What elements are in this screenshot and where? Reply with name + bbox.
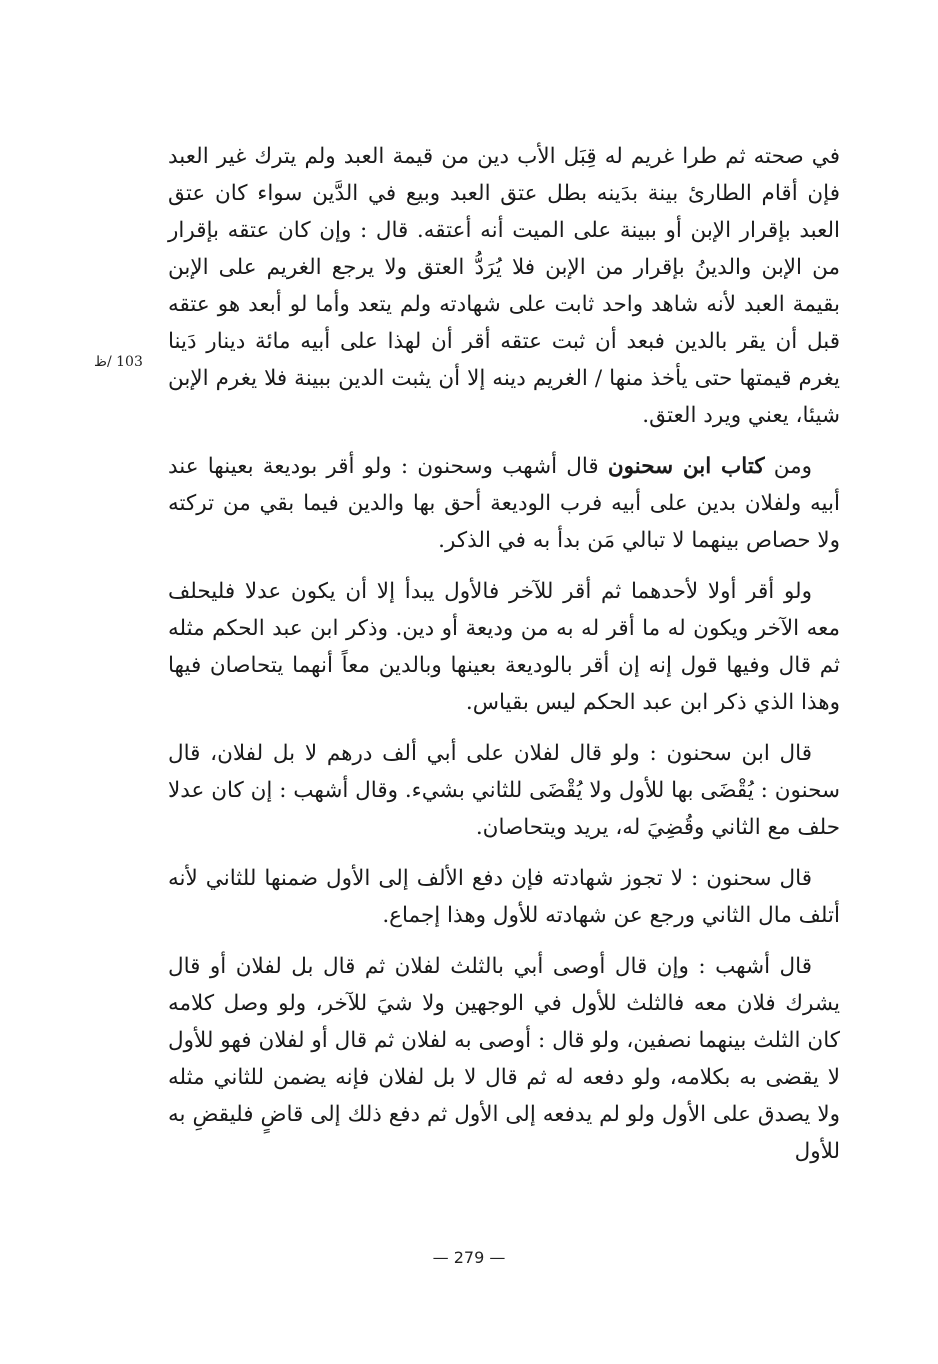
folio-margin-note: 103 /ظ: [94, 354, 143, 370]
paragraph-2-prefix: ومن: [764, 454, 812, 479]
paragraph-1: في صحته ثم طرا غريم له قِبَل الأب دين من قيمة العبد ولم يترك غير العبد فإن أقام الطارئ بينة بدَينه بطل عتق العبد وبيع في الدَّين سواء كان عتق العبد بإقرار الإبن أو ببينة على الميت أنه أعتقه. قال : وإن كان عتقه بإقرار من الإبن والدينُ بإقرار من الإبن فلا يُرَدُّ العتق ولا يرجع الغريم على الإبن بقيمة العبد لأنه شاهد واحد ثابت على شهادته ولم يتعد وأما لو أبعد هو عتقه قبل أن يقر بالدين فبعد أن ثبت عتقه أقر أن لهذا على أبيه مائة دينار دَينا يغرم قيمتها حتى يأخذ منها / الغريم دينه إلا أن يثبت الدين ببينة فلا يغرم الإبن شيئا، يعني ويرد العتق.: [168, 144, 840, 428]
book-title: كتاب ابن سحنون: [607, 454, 765, 479]
page-body: [168, 138, 840, 1184]
paragraph-5: قال سحنون : لا تجوز شهادته فإن دفع الألف إلى الأول ضمنها للثاني لأنه أتلف مال الثاني ورجع عن شهادته للأول وهذا إجماع.: [168, 866, 840, 928]
paragraph-3: ولو أقر أولا لأحدهما ثم أقر للآخر فالأول يبدأ إلا أن يكون عدلا فليحلف معه الآخر ويكون له ما أقر له به من وديعة أو دين. وذكر ابن عبد الحكم مثله ثم قال وفيها قول إنه إن أقر بالوديعة بعينها وبالدين معاً أنهما يتحاصان فيها وهذا الذي ذكر ابن عبد الحكم ليس بقياس.: [168, 579, 840, 715]
paragraph-2: [168, 448, 840, 559]
paragraph-2-text: قال أشهب وسحنون : ولو أقر بوديعة بعينها عند أبيه ولفلان بدين على أبيه فرب الوديعة أحق بها والدين فيما بقي من تركته ولا حصاص بينهما لا تبالي مَن بدأ به في الذكر.: [168, 454, 840, 553]
paragraph-4: قال ابن سحنون : ولو قال لفلان على أبي ألف درهم لا بل لفلان، قال سحنون : يُقْضَى بها للأول ولا يُقْضَى للثاني بشيء. وقال أشهب : إن كان عدلا حلف مع الثاني وقُضِيَ له، يريد ويتحاصان.: [168, 741, 840, 840]
page-number: — 279 —: [432, 1248, 506, 1267]
paragraph-6: قال أشهب : وإن قال أوصى أبي بالثلث لفلان ثم قال بل لفلان أو قال يشرك فلان معه فالثلث للأول في الوجهين ولا شيَ للآخر، ولو وصل كلامه كان الثلث بينهما نصفين، ولو قال : أوصى به لفلان ثم قال أو لفلان فهو للأول لا يقضى به بكلامه، ولو دفعه له ثم قال لا بل لفلان فإنه يضمن للثاني مثله ولا يصدق على الأول ولو لم يدفعه إلى الأول ثم دفع ذلك إلى قاضٍ فليقضِ به للأول: [168, 954, 840, 1164]
